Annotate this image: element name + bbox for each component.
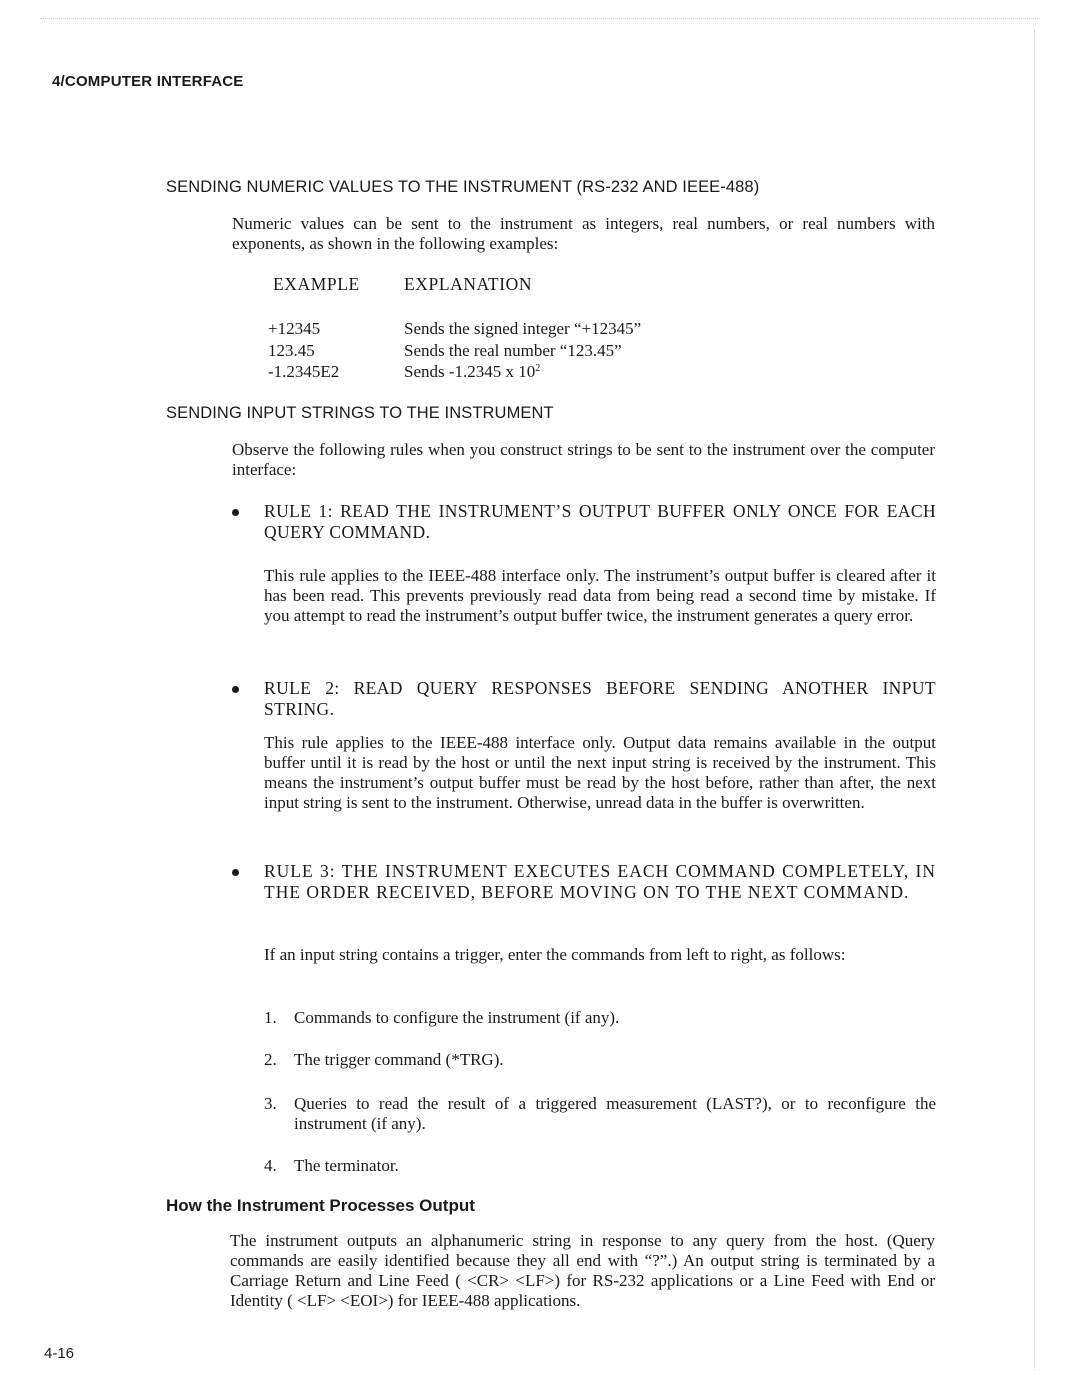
column-header-explanation: EXPLANATION (404, 274, 533, 294)
heading-sending-input-strings: SENDING INPUT STRINGS TO THE INSTRUMENT (166, 404, 554, 422)
example-cell: +12345 (268, 319, 321, 338)
rule-3-title: RULE 3: THE INSTRUMENT EXECUTES EACH COMMAND COMPLETELY, IN THE ORDER RECEIVED, BEFORE MOVING ON TO THE NEXT COMMAND. (264, 861, 936, 902)
column-header-example: EXAMPLE (273, 274, 360, 294)
explanation-cell: Sends the signed integer “+12345” (404, 319, 642, 338)
exponent-superscript: 2 (535, 363, 541, 374)
rule-1-title: RULE 1: READ THE INSTRUMENT’S OUTPUT BUFFER ONLY ONCE FOR EACH QUERY COMMAND. (264, 501, 936, 542)
strings-intro-paragraph: Observe the following rules when you construct strings to be sent to the instrument over the computer interface: (232, 440, 935, 479)
explanation-cell: Sends the real number “123.45” (404, 341, 622, 360)
output-paragraph: The instrument outputs an alphanumeric string in response to any query from the host. (Query commands are easily identified because they all end with “?”.) An output string is terminated by a Carriage Return and Line Feed ( <CR> <LF>) for RS-232 applications or a Line Feed with End or Identity ( <LF> <EOI>) for IEEE-488 applications. (230, 1231, 935, 1310)
example-cell: 123.45 (268, 341, 315, 360)
step-text: Commands to configure the instrument (if any). (294, 1008, 620, 1027)
step-text: The terminator. (294, 1156, 399, 1175)
step-text: Queries to read the result of a triggered measurement (LAST?), or to reconfigure the instrument (if any). (294, 1094, 936, 1133)
page-number: 4-16 (44, 1345, 75, 1362)
step-number: 1. (264, 1008, 277, 1027)
explanation-text: Sends -1.2345 x 10 (404, 362, 536, 381)
rule-3-body: If an input string contains a trigger, enter the commands from left to right, as follows: (264, 945, 846, 964)
rule-2-title: RULE 2: READ QUERY RESPONSES BEFORE SENDING ANOTHER INPUT STRING. (264, 678, 936, 719)
top-scan-border (40, 18, 1040, 19)
right-scan-border (1034, 30, 1035, 1370)
step-number: 4. (264, 1156, 277, 1175)
numeric-intro-paragraph: Numeric values can be sent to the instrument as integers, real numbers, or real numbers with exponents, as shown in the following examples: (232, 214, 935, 253)
heading-sending-numeric-values: SENDING NUMERIC VALUES TO THE INSTRUMENT (RS-232 AND IEEE-488) (166, 178, 760, 196)
running-head: 4/COMPUTER INTERFACE (52, 73, 244, 90)
example-cell: -1.2345E2 (268, 362, 340, 381)
step-number: 3. (264, 1094, 277, 1113)
step-text: The trigger command (*TRG). (294, 1050, 504, 1069)
bullet-icon (232, 869, 239, 876)
rule-1-body: This rule applies to the IEEE-488 interface only. The instrument’s output buffer is cleared after it has been read. This prevents previously read data from being read a second time by mistake. If you attempt to read the instrument’s output buffer twice, the instrument generates a query error. (264, 566, 936, 625)
rule-2-body: This rule applies to the IEEE-488 interface only. Output data remains available in the output buffer until it is read by the host or until the next input string is received by the instrument. This means the instrument’s output buffer must be read by the host before, rather than after, the next input string is sent to the instrument. Otherwise, unread data in the buffer is overwritten. (264, 733, 936, 812)
bullet-icon (232, 509, 239, 516)
explanation-cell (404, 361, 540, 382)
heading-how-instrument-processes-output: How the Instrument Processes Output (166, 1196, 475, 1215)
bullet-icon (232, 686, 239, 693)
step-number: 2. (264, 1050, 277, 1069)
